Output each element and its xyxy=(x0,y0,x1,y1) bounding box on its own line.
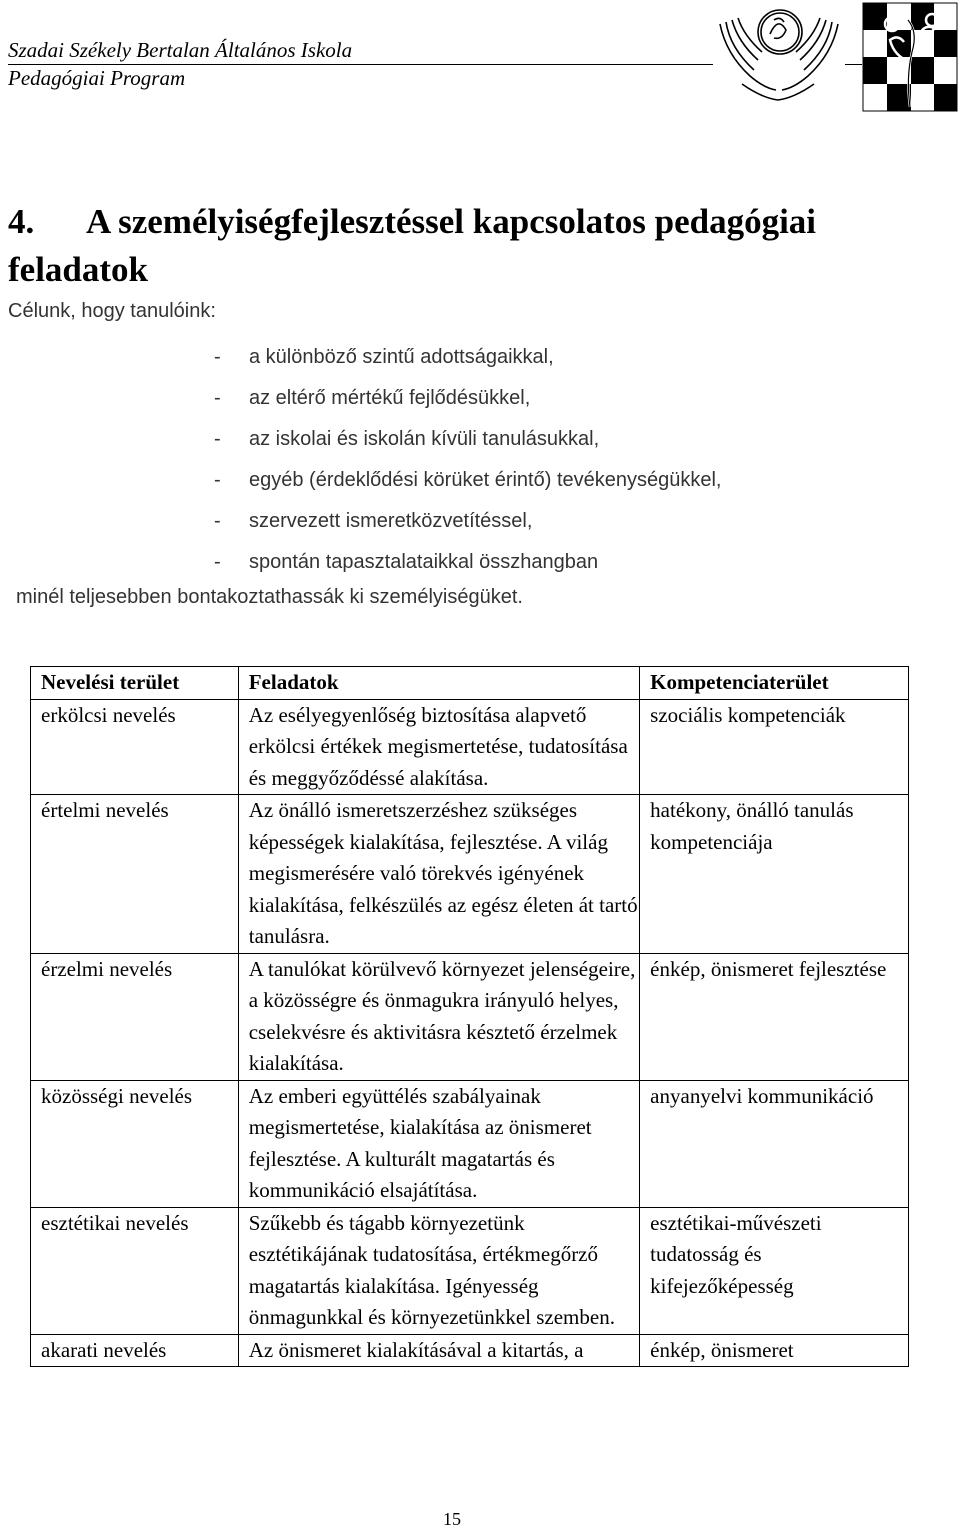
area-cell: értelmi nevelés xyxy=(31,795,239,954)
task-cell: A tanulókat körülvevő környezet jelenségeire, a közösségre és önmagukra irányuló helyes, cselekvésre és aktivitásra késztető érzelmek kialakítása. xyxy=(238,953,639,1080)
task-cell: Az önismeret kialakításával a kitartás, a xyxy=(238,1334,639,1367)
page-number: 15 xyxy=(443,1509,461,1529)
area-cell: akarati nevelés xyxy=(31,1334,239,1367)
list-item: - spontán tapasztalataikkal összhangban xyxy=(214,551,599,573)
task-cell: Szűkebb és tágabb környezetünk esztétikájának tudatosítása, értékmegőrző magatartás kialakítása. Igényesség önmagunkkal és környezetünkkel szemben. xyxy=(238,1207,639,1334)
school-name: Szadai Székely Bertalan Általános Iskola xyxy=(8,38,353,62)
competence-cell: esztétikai-művészeti tudatosság és kifejezőképesség xyxy=(640,1207,909,1334)
table-row xyxy=(31,1207,909,1334)
section-heading xyxy=(8,198,908,294)
area-cell: esztétikai nevelés xyxy=(31,1207,239,1334)
section-number: 4. xyxy=(8,202,35,241)
hands-logo-icon xyxy=(712,4,842,114)
table-header-row xyxy=(31,667,909,700)
table-row xyxy=(31,953,909,1080)
goal-list xyxy=(214,337,721,583)
section-title: A személyiségfejlesztéssel kapcsolatos pedagógiai feladatok xyxy=(8,202,817,289)
competence-cell: szociális kompetenciák xyxy=(640,699,909,795)
area-cell: érzelmi nevelés xyxy=(31,953,239,1080)
table-row xyxy=(31,699,909,795)
competence-cell: hatékony, önálló tanulás kompetenciája xyxy=(640,795,909,954)
column-header: Feladatok xyxy=(238,667,639,700)
table-row xyxy=(31,1080,909,1207)
area-cell: közösségi nevelés xyxy=(31,1080,239,1207)
intro-text: Célunk, hogy tanulóink: xyxy=(8,300,216,322)
table-row xyxy=(31,1334,909,1367)
document-name: Pedagógiai Program xyxy=(8,66,186,90)
school-crest-icon xyxy=(862,2,958,112)
closing-text: minél teljesebben bontakoztathassák ki személyiségüket. xyxy=(16,586,523,608)
task-cell: Az emberi együttélés szabályainak megismertetése, kialakítása az önismeret fejlesztése. A kulturált magatartás és kommunikáció elsajátítása. xyxy=(238,1080,639,1207)
list-item: - egyéb (érdeklődési körüket érintő) tevékenységükkel, xyxy=(214,469,722,491)
competence-cell: énkép, önismeret xyxy=(640,1334,909,1367)
competence-cell: anyanyelvi kommunikáció xyxy=(640,1080,909,1207)
list-item: - szervezett ismeretközvetítéssel, xyxy=(214,510,533,532)
task-cell: Az önálló ismeretszerzéshez szükséges képességek kialakítása, fejlesztése. A világ megismerésére való törekvés igényének kialakítása, felkészülés az egész életen át tartó tanulásra. xyxy=(238,795,639,954)
list-item: - az eltérő mértékű fejlődésükkel, xyxy=(214,387,531,409)
header-rule-right xyxy=(845,64,862,65)
column-header: Nevelési terület xyxy=(31,667,239,700)
task-cell: Az esélyegyenlőség biztosítása alapvető erkölcsi értékek megismertetése, tudatosítása és meggyőződéssé alakítása. xyxy=(238,699,639,795)
competence-cell: énkép, önismeret fejlesztése xyxy=(640,953,909,1080)
header-rule xyxy=(8,64,713,65)
list-item: - az iskolai és iskolán kívüli tanulásukkal, xyxy=(214,428,600,450)
area-cell: erkölcsi nevelés xyxy=(31,699,239,795)
list-item: - a különböző szintű adottságaikkal, xyxy=(214,346,554,368)
education-areas-table xyxy=(30,666,909,1367)
column-header: Kompetenciaterület xyxy=(640,667,909,700)
table-row xyxy=(31,795,909,954)
